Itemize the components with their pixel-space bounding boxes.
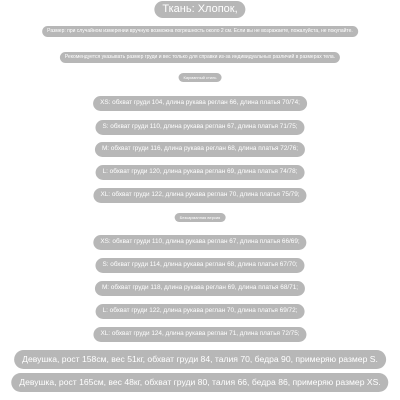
fabric-title: Ткань: Хлопок, — [154, 1, 245, 18]
size-row: L: обхват груди 122, длина рукава реглан 70, длина платья 69/72; — [96, 304, 305, 319]
model-info: Девушка, рост 165см, вес 48кг, обхват груди 80, талия 66, бедра 86, примеряю размер XS. — [11, 373, 388, 392]
size-row: S: обхват груди 110, длина рукава реглан 67, длина платья 71/75; — [95, 120, 304, 135]
size-row: M: обхват груди 116, длина рукава реглан 68, длина платья 72/76; — [95, 142, 305, 157]
model-info: Девушка, рост 158см, вес 51кг, обхват груди 84, талия 70, бедра 90, примеряю размер S. — [14, 350, 386, 369]
size-recommendation-note: Рекомендуется указывать размер груди и вес только для справки из-за индивидуальных различий в размерах тела. — [60, 52, 340, 63]
size-row: XL: обхват груди 124, длина рукава реглан 71, длина платья 72/75; — [93, 327, 306, 342]
size-row: XL: обхват груди 122, длина рукава реглан 70, длина платья 75/79; — [93, 188, 306, 203]
size-row: XS: обхват груди 110, длина рукава реглан 67, длина платья 66/69; — [93, 235, 306, 250]
size-row: S: обхват груди 114, длина рукава реглан 68, длина платья 67/70; — [95, 258, 304, 273]
size-row: L: обхват груди 120, длина рукава реглан 69, длина платья 74/78; — [96, 165, 305, 180]
section-heading-pocket: Карманный стиль — [179, 73, 222, 82]
size-row: XS: обхват груди 104, длина рукава реглан 66, длина платья 70/74; — [93, 96, 307, 111]
size-row: M: обхват груди 118, длина рукава реглан 69, длина платья 68/71; — [95, 281, 305, 296]
section-heading-pocketless: Безкарманная версия — [175, 213, 226, 222]
measurement-note: Размер: при случайном измерении вручную возможна погрешность около 2 см. Если вы не возражаете, пожалуйста, не покупайте. — [42, 26, 358, 37]
